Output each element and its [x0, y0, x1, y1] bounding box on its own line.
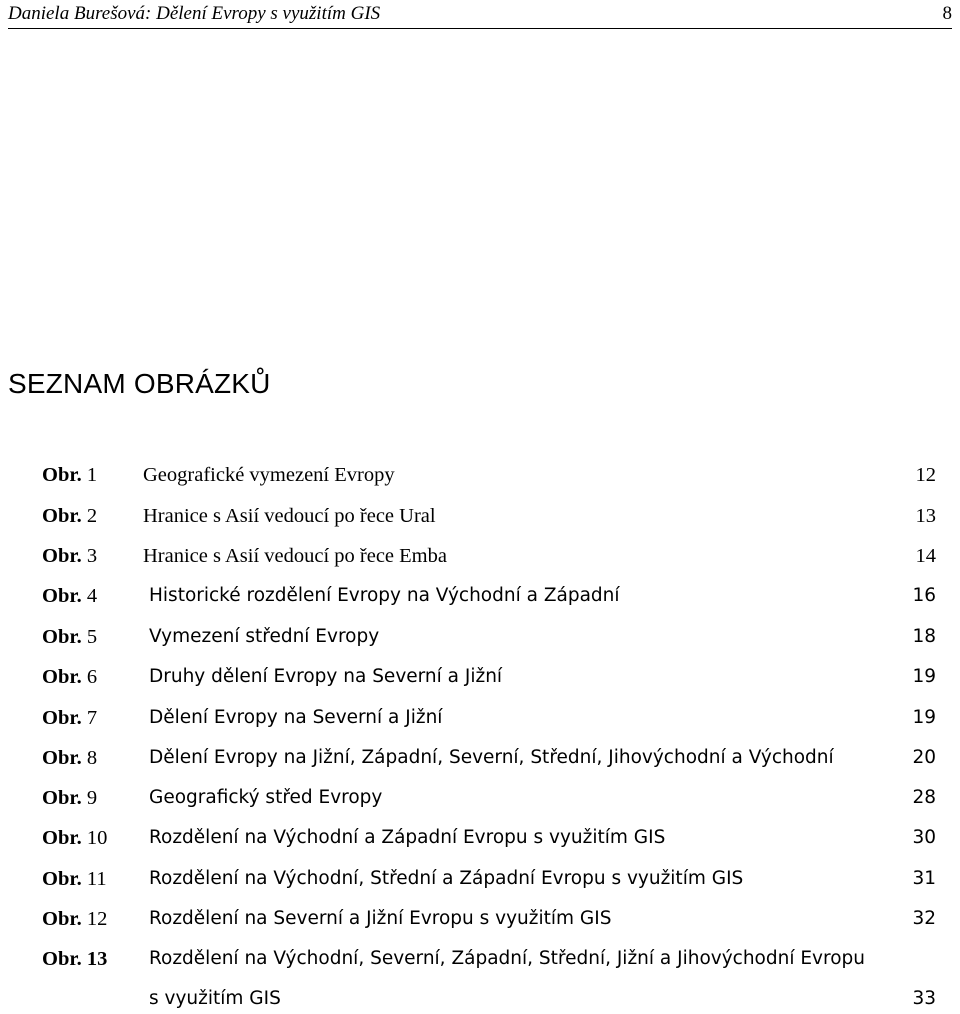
figure-number — [42, 864, 107, 894]
figure-number — [42, 622, 97, 652]
figure-title-continuation: s využitím GIS — [149, 988, 281, 1009]
figure-title: Rozdělení na Severní a Jižní Evropu s využitím GIS — [149, 908, 612, 929]
figure-title: Hranice s Asií vedoucí po řece Ural — [143, 505, 436, 527]
toc-entry — [0, 864, 960, 894]
figure-page: 13 — [915, 505, 936, 527]
figure-title: Dělení Evropy na Jižní, Západní, Severní, Střední, Jihovýchodní a Východní — [149, 747, 834, 768]
figure-number — [42, 581, 97, 611]
figure-page: 18 — [912, 626, 936, 647]
figure-prefix: Obr. — [42, 666, 82, 688]
figure-prefix: Obr. — [42, 585, 82, 607]
figure-prefix: Obr. — [42, 787, 82, 809]
figure-prefix: Obr. — [42, 908, 82, 930]
figure-index: 12 — [86, 908, 108, 930]
figure-title: Druhy dělení Evropy na Severní a Jižní — [149, 666, 503, 687]
figure-prefix: Obr. — [42, 948, 82, 970]
figure-number — [42, 460, 97, 490]
figure-index: 9 — [86, 787, 98, 809]
figure-page: 33 — [912, 988, 936, 1009]
figure-index: 8 — [86, 747, 98, 769]
figure-index: 11 — [86, 868, 107, 890]
figure-page: 32 — [912, 908, 936, 929]
figure-number — [42, 501, 97, 531]
figure-title: Dělení Evropy na Severní a Jižní — [149, 707, 443, 728]
toc-entry — [0, 823, 960, 853]
figure-page: 14 — [915, 545, 936, 567]
figure-index: 2 — [86, 505, 98, 527]
figure-prefix: Obr. — [42, 505, 82, 527]
figure-index: 3 — [86, 545, 98, 567]
section-title: SEZNAM OBRÁZKŮ — [8, 368, 271, 399]
toc-entry — [0, 783, 960, 813]
toc-entry — [0, 904, 960, 934]
figure-title: Hranice s Asií vedoucí po řece Emba — [143, 545, 447, 567]
figure-index: 10 — [86, 827, 108, 849]
figure-number — [42, 904, 107, 934]
toc-entry — [0, 662, 960, 692]
toc-entry — [0, 501, 960, 531]
figure-page: 28 — [912, 787, 936, 808]
figure-title: Geografické vymezení Evropy — [143, 464, 395, 486]
figure-page: 12 — [915, 464, 936, 486]
figure-title: Rozdělení na Východní, Severní, Západní, Střední, Jižní a Jihovýchodní Evropu — [149, 948, 865, 969]
figure-number — [42, 662, 97, 692]
figure-index: 1 — [86, 464, 98, 486]
figure-number — [42, 541, 97, 571]
figure-prefix: Obr. — [42, 545, 82, 567]
figure-number — [42, 703, 97, 733]
figure-number — [42, 823, 107, 853]
toc-entry — [0, 622, 960, 652]
figure-page: 30 — [912, 827, 936, 848]
figure-page: 20 — [912, 747, 936, 768]
figure-index: 6 — [86, 666, 98, 688]
figure-page: 16 — [912, 585, 936, 606]
figure-page: 19 — [912, 666, 936, 687]
figure-prefix: Obr. — [42, 868, 82, 890]
figure-prefix: Obr. — [42, 626, 82, 648]
figure-index: 5 — [86, 626, 98, 648]
toc-entry-continuation — [0, 984, 960, 1014]
figure-title: Rozdělení na Východní, Střední a Západní Evropu s využitím GIS — [149, 868, 744, 889]
figure-title: Rozdělení na Východní a Západní Evropu s využitím GIS — [149, 827, 666, 848]
toc-entry — [0, 581, 960, 611]
figure-prefix: Obr. — [42, 747, 82, 769]
figure-prefix: Obr. — [42, 827, 82, 849]
header-title: Daniela Burešová: Dělení Evropy s využitím GIS — [8, 3, 381, 24]
figure-title: Vymezení střední Evropy — [149, 626, 380, 647]
figure-page: 19 — [912, 707, 936, 728]
figure-page: 31 — [912, 868, 936, 889]
toc-entry — [0, 944, 960, 974]
figure-index: 4 — [86, 585, 98, 607]
figure-prefix: Obr. — [42, 707, 82, 729]
figure-number — [42, 944, 107, 974]
page-header — [8, 2, 952, 29]
header-page-number: 8 — [942, 3, 952, 24]
toc-entry — [0, 703, 960, 733]
figure-index: 13 — [86, 948, 108, 970]
figure-number — [42, 783, 97, 813]
toc-entry — [0, 743, 960, 773]
figure-title: Historické rozdělení Evropy na Východní a Západní — [149, 585, 620, 606]
figure-number — [42, 743, 97, 773]
toc-entry — [0, 541, 960, 571]
figure-title: Geografický střed Evropy — [149, 787, 383, 808]
toc-entry — [0, 460, 960, 490]
figure-index: 7 — [86, 707, 98, 729]
figure-prefix: Obr. — [42, 464, 82, 486]
